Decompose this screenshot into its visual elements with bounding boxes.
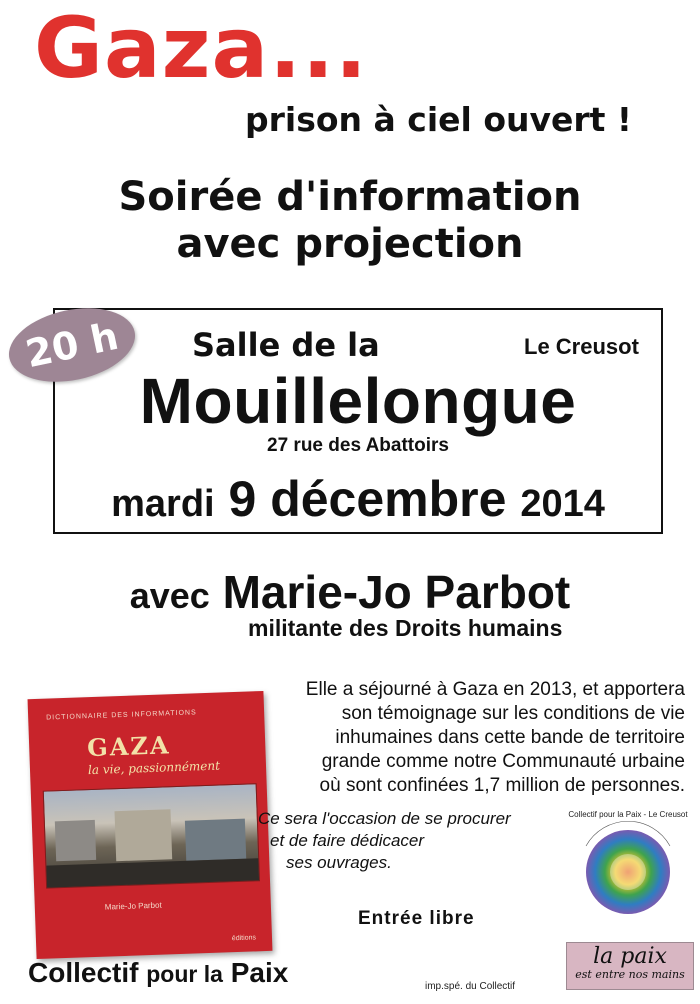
book-photo-building xyxy=(55,820,96,861)
event-heading-line1: Soirée d'information xyxy=(118,174,582,220)
description-line: inhumaines dans cette bande de territoire xyxy=(335,726,685,748)
book-photo-street xyxy=(46,858,259,887)
book-subtitle: la vie, passionnément xyxy=(87,758,221,778)
event-heading xyxy=(0,174,700,268)
book-cover-image xyxy=(28,691,273,959)
time-badge-label: 20 h xyxy=(21,313,123,377)
logo-ring-text: Collectif pour la Paix - Le Creusot xyxy=(568,810,688,819)
imprint-note: imp.spé. du Collectif xyxy=(425,981,516,992)
venue-name: Mouillelongue xyxy=(139,365,577,437)
description-line: Elle a séjourné à Gaza en 2013, et apportera xyxy=(305,679,685,700)
signing-line: Ce sera l'occasion de se procurer xyxy=(258,809,511,828)
venue-prefix: Salle de la xyxy=(192,326,380,364)
speaker-description xyxy=(245,678,685,798)
signing-line: et de faire dédicacer xyxy=(270,831,425,851)
paix-main-text: la paix xyxy=(593,944,667,969)
organizer-name xyxy=(28,957,288,989)
speaker-role: militante des Droits humains xyxy=(248,615,563,641)
paix-sub-text: est entre nos mains xyxy=(575,968,685,982)
description-line: grande comme notre Communauté urbaine xyxy=(321,750,685,772)
organizer-part3: Paix xyxy=(230,957,289,988)
event-weekday: mardi xyxy=(111,483,215,525)
book-photo-building xyxy=(185,819,246,861)
free-entry-label: Entrée libre xyxy=(358,908,475,929)
book-publisher: éditions xyxy=(231,934,257,943)
description-line: où sont confinées 1,7 million de personnes. xyxy=(319,774,685,796)
book-signing-note xyxy=(258,808,511,874)
collectif-logo xyxy=(566,812,690,922)
event-year: 2014 xyxy=(520,483,605,525)
headline-gaza: Gaza... xyxy=(34,0,368,97)
venue-city: Le Creusot xyxy=(524,334,639,359)
book-title: GAZA xyxy=(86,730,171,763)
book-author: Marie-Jo Parbot xyxy=(104,900,162,912)
headline-subtitle: prison à ciel ouvert ! xyxy=(245,100,632,139)
organizer-part2: pour la xyxy=(146,961,223,987)
speaker-name: Marie-Jo Parbot xyxy=(222,566,571,618)
event-day-month: 9 décembre xyxy=(228,471,507,527)
signing-line: ses ouvrages. xyxy=(286,853,392,873)
speaker-line xyxy=(0,565,700,619)
event-heading-line2: avec projection xyxy=(176,221,524,268)
venue-address: 27 rue des Abattoirs xyxy=(267,435,449,456)
book-photo xyxy=(43,783,260,888)
collectif-logo-icon xyxy=(566,812,690,922)
description-line: son témoignage sur les conditions de vie xyxy=(341,702,685,724)
speaker-prefix: avec xyxy=(129,575,210,616)
paix-logo xyxy=(566,942,694,990)
book-top-text: DICTIONNAIRE DES INFORMATIONS xyxy=(46,709,197,722)
event-date xyxy=(53,470,663,528)
organizer-part1: Collectif xyxy=(28,957,139,988)
book-photo-building xyxy=(114,809,172,861)
